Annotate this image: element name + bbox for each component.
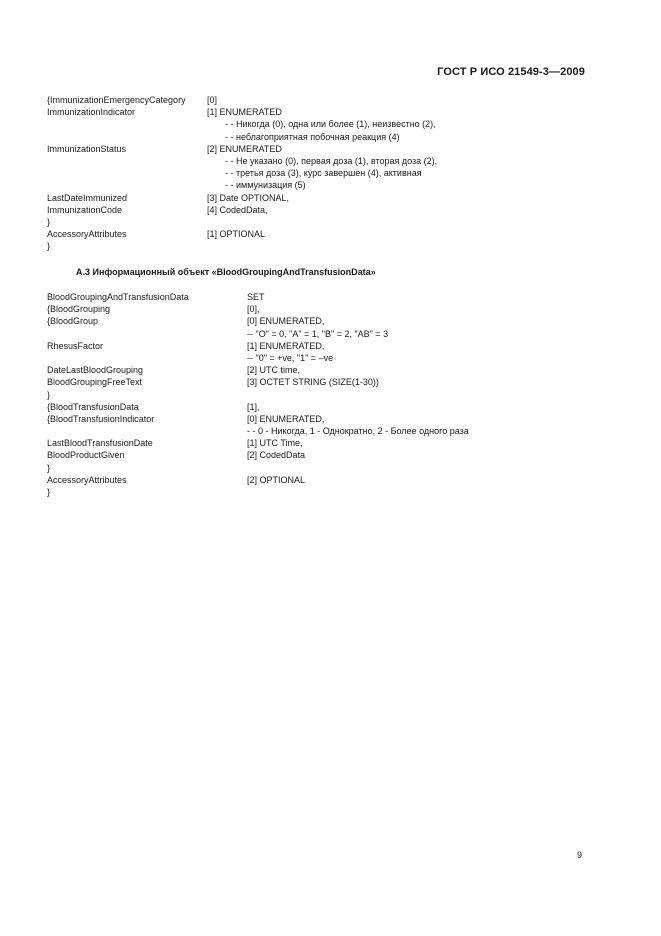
field-type: [3] Date OPTIONAL,	[207, 192, 290, 203]
code-line	[47, 228, 607, 240]
field-name: AccessoryAttributes	[47, 474, 127, 485]
field-type: [4] CodedData,	[207, 204, 268, 215]
asn1-blood-grouping-block	[47, 291, 607, 498]
field-name: {BloodTransfusionData	[47, 401, 139, 412]
code-line	[47, 449, 607, 461]
code-line	[47, 389, 607, 401]
field-type: SET	[247, 292, 265, 302]
field-name: }	[47, 216, 51, 227]
code-line	[47, 376, 607, 388]
field-type: -- "O" = 0, "A" = 1, "B" = 2, "AB" = 3	[247, 328, 389, 339]
field-type: [0]	[207, 95, 218, 105]
field-name: }	[47, 241, 51, 252]
field-type: - - иммунизация (5)	[225, 180, 306, 191]
field-type: [1] ENUMERATED	[207, 107, 282, 118]
code-line	[47, 240, 607, 252]
field-name: {ImmunizationEmergencyCategory	[47, 95, 186, 105]
field-type: [3] OCTET STRING (SIZE(1-30))	[247, 377, 379, 388]
document-header: ГОСТ Р ИСО 21549-3—2009	[437, 66, 585, 78]
field-type: [1] OPTIONAL	[207, 229, 266, 240]
field-type: - - неблагоприятная побочная реакция (4)	[225, 131, 400, 142]
field-name: AccessoryAttributes	[47, 229, 127, 240]
field-type: [1],	[247, 401, 260, 412]
section-title: A.3 Информационный объект «BloodGroupingAndTransfusionData»	[76, 267, 376, 277]
code-line	[47, 106, 607, 118]
field-type: - - 0 - Никогда, 1 - Однократно, 2 - Более одного раза	[247, 426, 469, 437]
code-line	[47, 401, 607, 413]
code-line	[47, 192, 607, 204]
field-name: {BloodGrouping	[47, 304, 111, 315]
field-name: {BloodTransfusionIndicator	[47, 413, 155, 424]
code-line	[47, 364, 607, 376]
field-name: BloodGroupingAndTransfusionData	[47, 292, 189, 302]
field-name: }	[47, 487, 51, 497]
code-line	[47, 462, 607, 474]
asn1-immunization-block	[47, 94, 607, 252]
field-type: -- "0" = +ve, "1" = –ve	[247, 352, 334, 363]
code-line	[47, 291, 607, 303]
code-line	[47, 437, 607, 449]
field-name: ImmunizationIndicator	[47, 107, 136, 118]
field-type: [0],	[247, 304, 260, 315]
field-type: [1] ENUMERATED,	[247, 340, 325, 351]
field-name: ImmunizationStatus	[47, 143, 127, 154]
code-line	[47, 167, 607, 179]
code-line	[47, 143, 607, 155]
code-line	[47, 216, 607, 228]
code-line	[47, 474, 607, 486]
code-line	[47, 131, 607, 143]
field-name: LastBloodTransfusionDate	[47, 438, 153, 449]
field-name: }	[47, 462, 51, 473]
field-name: }	[47, 389, 51, 400]
field-name: BloodProductGiven	[47, 450, 125, 461]
field-type: [1] UTC Time,	[247, 438, 303, 449]
code-line	[47, 179, 607, 191]
code-line	[47, 303, 607, 315]
field-type: - - третья доза (3), курс завершен (4), активная	[225, 168, 422, 179]
field-name: RhesusFactor	[47, 340, 104, 351]
field-name: LastDateImmunized	[47, 192, 128, 203]
code-line	[47, 413, 607, 425]
field-name: DateLastBloodGrouping	[47, 365, 144, 376]
field-type: [2] UTC time,	[247, 365, 301, 376]
code-line	[47, 315, 607, 327]
code-line	[47, 118, 607, 130]
code-line	[47, 328, 607, 340]
field-name: {BloodGroup	[47, 316, 99, 327]
code-line	[47, 352, 607, 364]
field-type: [0] ENUMERATED,	[247, 413, 325, 424]
code-line	[47, 204, 607, 216]
code-line	[47, 425, 607, 437]
field-type: [0] ENUMERATED,	[247, 316, 325, 327]
page-number: 9	[576, 850, 582, 860]
code-line	[47, 94, 607, 106]
field-type: - - Никогда (0), одна или более (1), неизвестно (2),	[225, 119, 436, 130]
field-type: - - Не указано (0), первая доза (1), вторая доза (2),	[225, 155, 438, 166]
code-line	[47, 486, 607, 498]
code-line	[47, 155, 607, 167]
field-name: BloodGroupingFreeText	[47, 377, 143, 388]
field-type: [2] OPTIONAL	[247, 474, 306, 485]
field-type: [2] ENUMERATED	[207, 143, 282, 154]
field-type: [2] CodedData	[247, 450, 306, 461]
code-line	[47, 340, 607, 352]
field-name: ImmunizationCode	[47, 204, 123, 215]
